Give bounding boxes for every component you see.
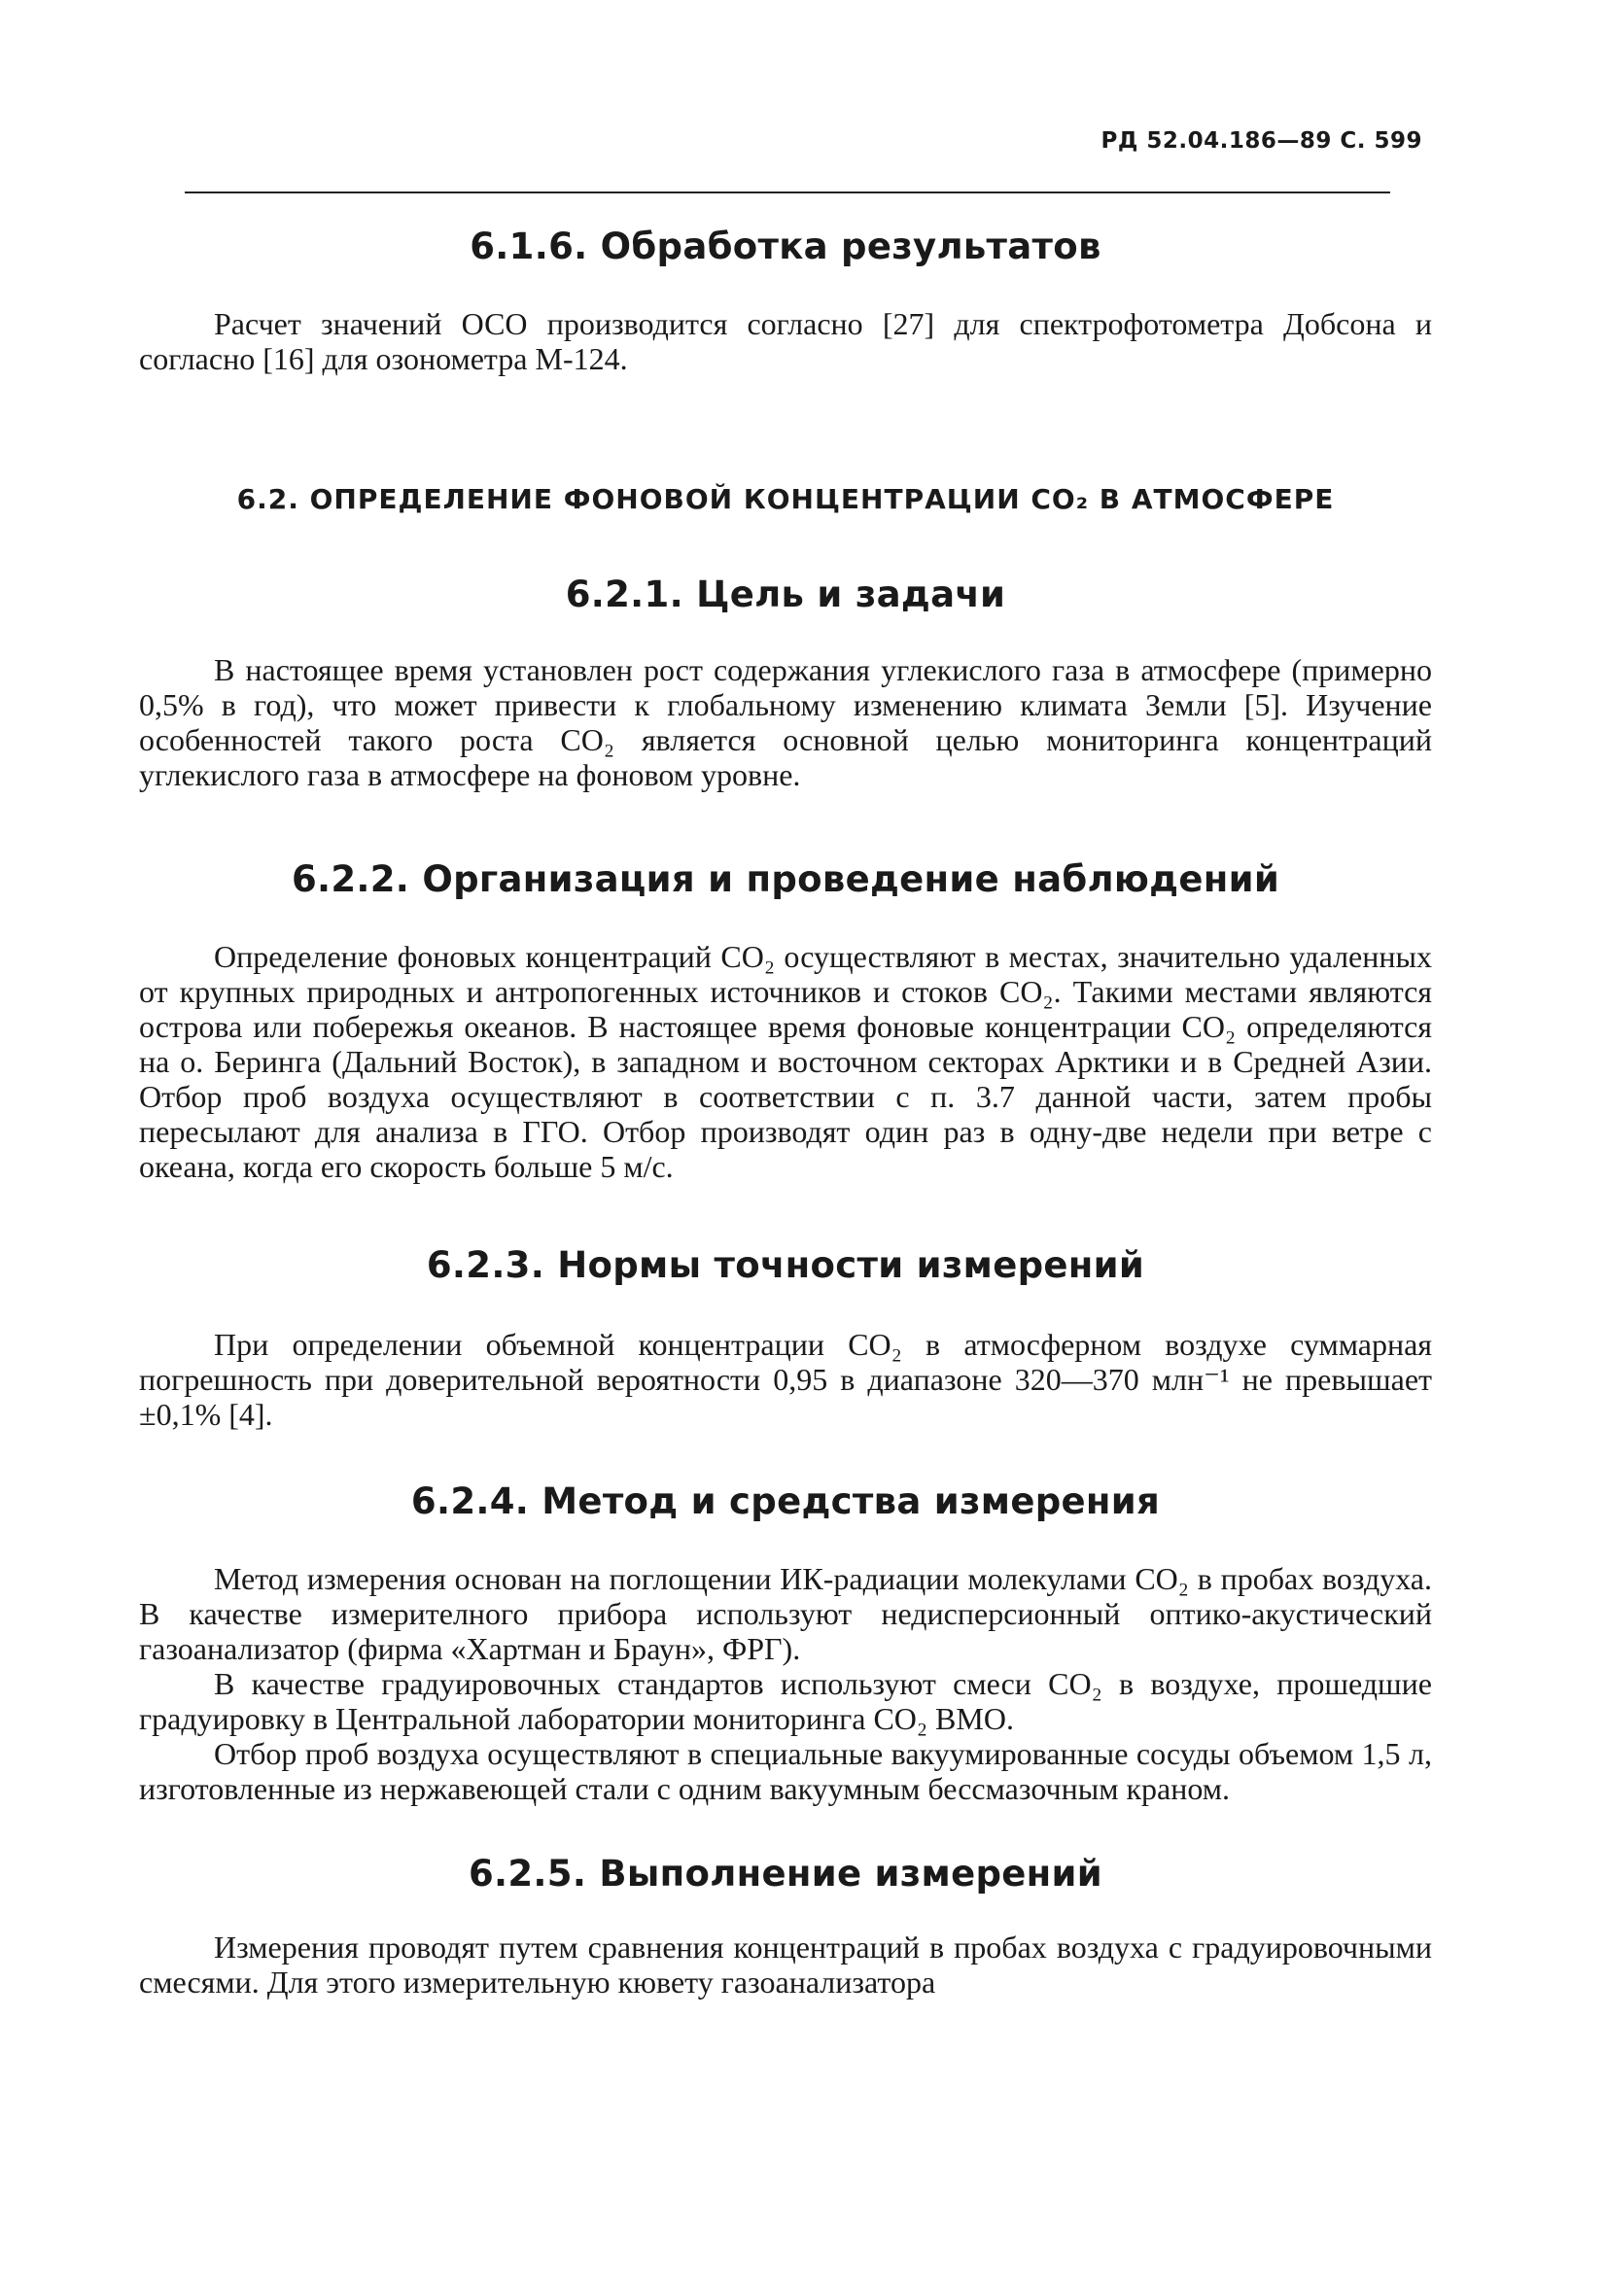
section-paragraph-6-2-5: Измерения проводят путем сравнения концентраций в пробах воздуха с градуировочными смесями. Для этого измерительную кювету газоанализатора [139,1930,1432,2000]
section-paragraph-6-2-4-standards: В качестве градуировочных стандартов используют смеси CO₂ в воздухе, прошедшие градуировку в Центральной лаборатории мониторинга CO₂ ВМО. [139,1666,1432,1736]
section-paragraph-6-2-4-sampling: Отбор проб воздуха осуществляют в специальные вакуумированные сосуды объемом 1,5 л, изготовленные из нержавеющей стали с одним вакуумным бессмазочным краном. [139,1736,1432,1806]
section-heading-6-2-3: 6.2.3. Нормы точности измерений [426,1244,1145,1286]
section-paragraph-6-2-4-method: Метод измерения основан на поглощении ИК-радиации молекулами CO₂ в пробах воздуха. В качестве измерителного прибора используют недисперсионный оптико-акустический газоанализатор (фирма «Хартман и Браун», ФРГ). [139,1561,1432,1666]
running-head: РД 52.04.186—89 С. 599 [1100,128,1422,154]
section-heading-6-2-1: 6.2.1. Цель и задачи [565,574,1006,615]
section-heading-6-2-5: 6.2.5. Выполнение измерений [468,1853,1102,1895]
header-rule [185,191,1390,193]
section-heading-6-1-6: 6.1.6. Обработка результатов [470,226,1101,267]
section-paragraph-6-2-2: Определение фоновых концентраций CO₂ осуществляют в местах, значительно удаленных от крупных природных и антропогенных источников и стоков CO₂. Такими местами являются острова или побережья океанов. В настоящее время фоновые концентрации CO₂ определяются на о. Беринга (Дальний Восток), в западном и восточном секторах Арктики и в Средней Азии. Отбор проб воздуха осуществляют в соответствии с п. 3.7 данной части, затем пробы пересылают для анализа в ГГО. Отбор производят один раз в одну-две недели при ветре с океана, когда его скорость больше 5 м/с. [139,939,1432,1184]
section-paragraph-6-1-6: Расчет значений ОСО производится согласно [27] для спектрофотометра Добсона и согласно [16] для озонометра М-124. [139,306,1432,376]
section-paragraph-6-2-3: При определении объемной концентрации CO₂ в атмосферном воздухе суммарная погрешность при доверительной вероятности 0,95 в диапазоне 320—370 млн⁻¹ не превышает ±0,1% [4]. [139,1327,1432,1432]
page-body [139,209,1432,2000]
section-paragraph-6-2-1: В настоящее время установлен рост содержания углекислого газа в атмосфере (примерно 0,5% в год), что может привести к глобальному изменению климата Земли [5]. Изучение особенностей такого роста CO₂ является основной целью мониторинга концентраций углекислого газа в атмосфере на фоновом уровне. [139,652,1432,792]
chapter-heading-6-2: 6.2. ОПРЕДЕЛЕНИЕ ФОНОВОЙ КОНЦЕНТРАЦИИ CO₂ В АТМОСФЕРЕ [236,483,1335,515]
section-heading-6-2-2: 6.2.2. Организация и проведение наблюдений [291,858,1280,900]
section-heading-6-2-4: 6.2.4. Метод и средства измерения [410,1480,1161,1522]
